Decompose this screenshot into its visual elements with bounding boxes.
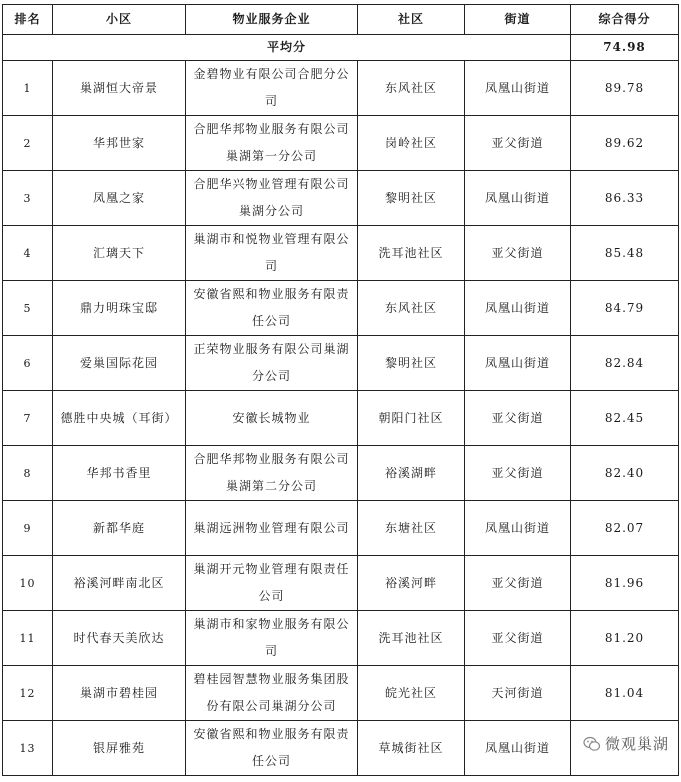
company-cell: 正荣物业服务有限公司巢湖分公司 bbox=[186, 336, 358, 391]
score-cell: 89.62 bbox=[571, 116, 679, 171]
header-score: 综合得分 bbox=[571, 5, 679, 35]
company-cell: 巢湖市和悦物业管理有限公司 bbox=[186, 226, 358, 281]
street-cell: 亚父街道 bbox=[465, 226, 571, 281]
street-cell: 凤凰山街道 bbox=[465, 281, 571, 336]
shequ-cell: 岗岭社区 bbox=[358, 116, 465, 171]
shequ-cell: 裕溪湖畔 bbox=[358, 446, 465, 501]
community-cell: 鼎力明珠宝邸 bbox=[53, 281, 186, 336]
company-cell: 巢湖开元物业管理有限责任公司 bbox=[186, 556, 358, 611]
rank-cell: 4 bbox=[3, 226, 53, 281]
rank-cell: 7 bbox=[3, 391, 53, 446]
shequ-cell: 黎明社区 bbox=[358, 336, 465, 391]
header-community: 小区 bbox=[53, 5, 186, 35]
company-cell: 合肥华邦物业服务有限公司巢湖第一分公司 bbox=[186, 116, 358, 171]
average-row bbox=[3, 35, 679, 61]
header-company: 物业服务企业 bbox=[186, 5, 358, 35]
rank-cell: 9 bbox=[3, 501, 53, 556]
community-cell: 裕溪河畔南北区 bbox=[53, 556, 186, 611]
table-row bbox=[3, 336, 679, 391]
company-cell: 金碧物业有限公司合肥分公司 bbox=[186, 61, 358, 116]
company-cell: 安徽省熙和物业服务有限责任公司 bbox=[186, 281, 358, 336]
header-rank: 排名 bbox=[3, 5, 53, 35]
street-cell: 凤凰山街道 bbox=[465, 336, 571, 391]
table-row bbox=[3, 61, 679, 116]
company-cell: 巢湖市和家物业服务有限公司 bbox=[186, 611, 358, 666]
watermark-text: 微观巢湖 bbox=[604, 735, 669, 753]
company-cell: 巢湖远洲物业管理有限公司 bbox=[186, 501, 358, 556]
community-cell: 巢湖恒大帝景 bbox=[53, 61, 186, 116]
street-cell: 亚父街道 bbox=[465, 556, 571, 611]
community-cell: 银屏雅苑 bbox=[53, 721, 186, 776]
rank-cell: 5 bbox=[3, 281, 53, 336]
rank-cell: 8 bbox=[3, 446, 53, 501]
company-cell: 安徽省熙和物业服务有限责任公司 bbox=[186, 721, 358, 776]
shequ-cell: 洗耳池社区 bbox=[358, 226, 465, 281]
watermark bbox=[583, 733, 669, 754]
community-cell: 巢湖市碧桂园 bbox=[53, 666, 186, 721]
rank-cell: 13 bbox=[3, 721, 53, 776]
company-cell: 安徽长城物业 bbox=[186, 391, 358, 446]
wechat-icon bbox=[583, 735, 601, 753]
ranking-table bbox=[2, 4, 679, 776]
street-cell: 天河街道 bbox=[465, 666, 571, 721]
shequ-cell: 东塘社区 bbox=[358, 501, 465, 556]
community-cell: 华邦世家 bbox=[53, 116, 186, 171]
street-cell: 凤凰山街道 bbox=[465, 61, 571, 116]
street-cell: 凤凰山街道 bbox=[465, 171, 571, 226]
community-cell: 汇璃天下 bbox=[53, 226, 186, 281]
rank-cell: 2 bbox=[3, 116, 53, 171]
street-cell: 亚父街道 bbox=[465, 446, 571, 501]
rank-cell: 11 bbox=[3, 611, 53, 666]
score-cell: 82.40 bbox=[571, 446, 679, 501]
table-row bbox=[3, 721, 679, 776]
score-cell: 81.96 bbox=[571, 556, 679, 611]
table-row bbox=[3, 171, 679, 226]
table-row bbox=[3, 116, 679, 171]
score-cell: 82.45 bbox=[571, 391, 679, 446]
header-shequ: 社区 bbox=[358, 5, 465, 35]
rank-cell: 12 bbox=[3, 666, 53, 721]
shequ-cell: 裕溪河畔 bbox=[358, 556, 465, 611]
community-cell: 华邦书香里 bbox=[53, 446, 186, 501]
shequ-cell: 东风社区 bbox=[358, 61, 465, 116]
rank-cell: 6 bbox=[3, 336, 53, 391]
score-cell: 81.04 bbox=[571, 666, 679, 721]
table-row bbox=[3, 226, 679, 281]
table-row bbox=[3, 666, 679, 721]
community-cell: 凤凰之家 bbox=[53, 171, 186, 226]
shequ-cell: 黎明社区 bbox=[358, 171, 465, 226]
street-cell: 凤凰山街道 bbox=[465, 501, 571, 556]
table-row bbox=[3, 281, 679, 336]
table-row bbox=[3, 611, 679, 666]
community-cell: 德胜中央城（耳街） bbox=[53, 391, 186, 446]
street-cell: 亚父街道 bbox=[465, 391, 571, 446]
community-cell: 时代春天美欣达 bbox=[53, 611, 186, 666]
score-cell: 85.48 bbox=[571, 226, 679, 281]
header-street: 街道 bbox=[465, 5, 571, 35]
shequ-cell: 草城街社区 bbox=[358, 721, 465, 776]
table-row bbox=[3, 501, 679, 556]
score-cell: 86.33 bbox=[571, 171, 679, 226]
rank-cell: 1 bbox=[3, 61, 53, 116]
community-cell: 新都华庭 bbox=[53, 501, 186, 556]
shequ-cell: 洗耳池社区 bbox=[358, 611, 465, 666]
score-cell: 82.84 bbox=[571, 336, 679, 391]
score-cell: 89.78 bbox=[571, 61, 679, 116]
shequ-cell: 东风社区 bbox=[358, 281, 465, 336]
community-cell: 爱巢国际花园 bbox=[53, 336, 186, 391]
company-cell: 合肥华邦物业服务有限公司巢湖第二分公司 bbox=[186, 446, 358, 501]
street-cell: 亚父街道 bbox=[465, 611, 571, 666]
company-cell: 碧桂园智慧物业服务集团股份有限公司巢湖分公司 bbox=[186, 666, 358, 721]
street-cell: 凤凰山街道 bbox=[465, 721, 571, 776]
rank-cell: 3 bbox=[3, 171, 53, 226]
score-cell: 84.79 bbox=[571, 281, 679, 336]
table-row bbox=[3, 556, 679, 611]
table-row bbox=[3, 446, 679, 501]
average-score: 74.98 bbox=[571, 35, 679, 61]
rank-cell: 10 bbox=[3, 556, 53, 611]
average-label: 平均分 bbox=[3, 35, 571, 61]
score-cell: 81.20 bbox=[571, 611, 679, 666]
shequ-cell: 朝阳门社区 bbox=[358, 391, 465, 446]
company-cell: 合肥华兴物业管理有限公司巢湖分公司 bbox=[186, 171, 358, 226]
table-row bbox=[3, 391, 679, 446]
street-cell: 亚父街道 bbox=[465, 116, 571, 171]
score-cell: 82.07 bbox=[571, 501, 679, 556]
shequ-cell: 皖光社区 bbox=[358, 666, 465, 721]
header-row bbox=[3, 5, 679, 35]
